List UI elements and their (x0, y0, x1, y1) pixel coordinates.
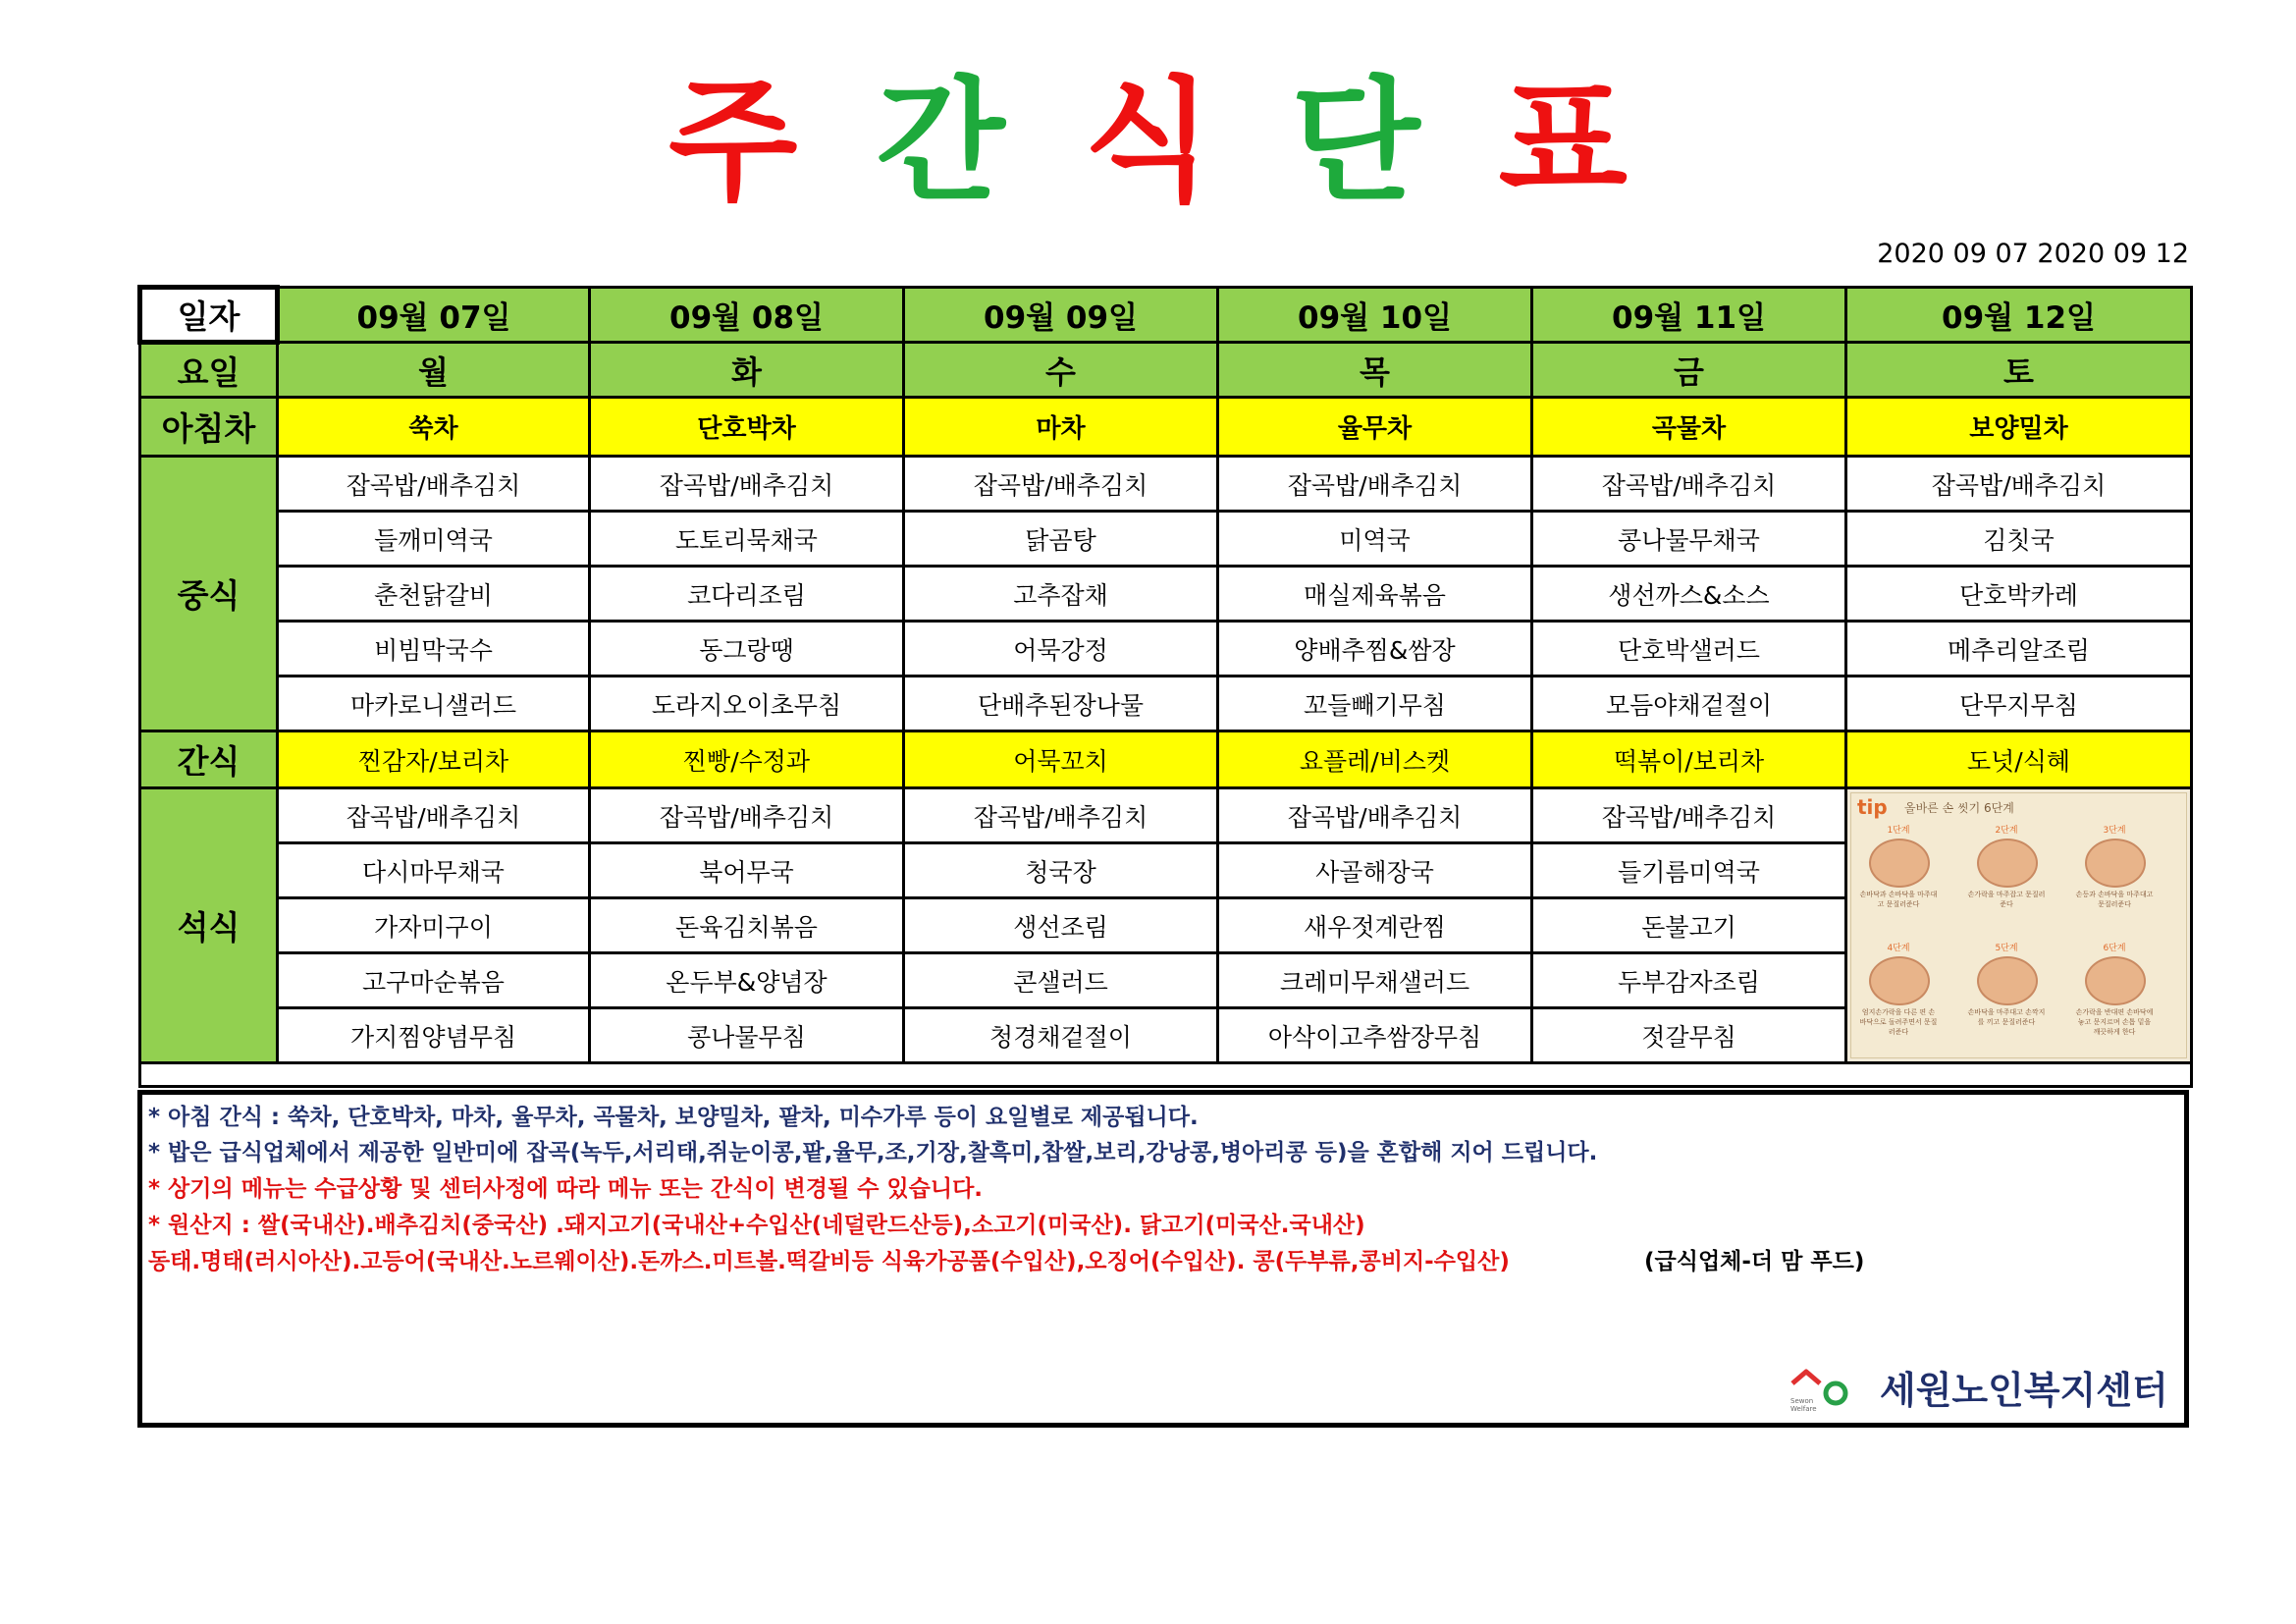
lunch-cell: 잡곡밥/배추김치 (278, 457, 590, 512)
dinner-cell: 잡곡밥/배추김치 (590, 788, 904, 843)
title-char: 주 (668, 65, 798, 220)
dinner-cell: 북어무국 (590, 843, 904, 898)
snack-cell: 어묵꼬치 (904, 731, 1218, 788)
lunch-cell: 코다리조림 (590, 567, 904, 622)
tip-step-caption: 손바닥과 손바닥을 마주대고 문질러준다 (1859, 891, 1938, 908)
dinner-cell: 고구마순볶음 (278, 953, 590, 1008)
morning-tea-cell: 마차 (904, 398, 1218, 457)
hand-icon (1977, 956, 2038, 1005)
note-line: * 아침 간식 : 쑥차, 단호박차, 마차, 율무차, 곡물차, 보양밀차, 팥차, 미수가루 등이 요일별로 제공됩니다. (148, 1105, 1199, 1130)
lunch-cell: 동그랑땡 (590, 622, 904, 677)
tip-step-caption: 손가락을 마주잡고 문질러준다 (1967, 891, 2046, 908)
lunch-cell: 도라지오이초무침 (590, 677, 904, 731)
day-cell: 화 (590, 343, 904, 398)
org-name: 세원노인복지센터 (1880, 1369, 2168, 1412)
lunch-cell: 잡곡밥/배추김치 (1532, 457, 1846, 512)
lunch-cell: 마카로니샐러드 (278, 677, 590, 731)
svg-text:Welfare: Welfare (1790, 1405, 1817, 1413)
tip-step-caption: 손바닥을 마주대고 손깍지를 끼고 문질러준다 (1967, 1008, 2046, 1026)
spacer-cell (140, 1063, 2192, 1087)
lunch-cell: 도토리묵채국 (590, 512, 904, 567)
lunch-cell: 어묵강정 (904, 622, 1218, 677)
dinner-cell: 콘샐러드 (904, 953, 1218, 1008)
lunch-cell: 콩나물무채국 (1532, 512, 1846, 567)
snack-cell: 요플레/비스켓 (1218, 731, 1532, 788)
dinner-cell: 잡곡밥/배추김치 (1218, 788, 1532, 843)
tip-step-label: 4단계 (1887, 944, 1910, 953)
date-row (140, 288, 2192, 343)
snack-cell: 찐감자/보리차 (278, 731, 590, 788)
snack-cell: 찐빵/수정과 (590, 731, 904, 788)
lunch-row (140, 457, 2192, 512)
note-line: * 밥은 급식업체에서 제공한 일반미에 잡곡(녹두,서리태,쥐눈이콩,팥,율무,조,기장,찰흑미,찹쌀,보리,강낭콩,병아리콩 등)을 혼합해 지어 드립니다. (148, 1140, 1598, 1165)
caterer-note: (급식업체-더 맘 푸드) (1644, 1249, 1865, 1274)
tip-subtitle: 올바른 손 씻기 6단계 (1904, 801, 2014, 815)
dinner-cell: 잡곡밥/배추김치 (1532, 788, 1846, 843)
lunch-row (140, 622, 2192, 677)
note-line: * 원산지 : 쌀(국내산).배추김치(중국산) .돼지고기(국내산+수입산(네덜란드산등),소고기(미국산). 닭고기(미국산.국내산) (148, 1213, 1365, 1238)
dinner-cell: 청국장 (904, 843, 1218, 898)
handwash-tip-cell (1846, 788, 2192, 1063)
lunch-cell: 꼬들빼기무침 (1218, 677, 1532, 731)
morning-tea-row (140, 398, 2192, 457)
org-logo (1787, 1360, 1855, 1419)
dinner-cell: 다시마무채국 (278, 843, 590, 898)
date-cell: 09월 12일 (1846, 288, 2192, 343)
tip-step-caption: 손가락을 반대편 손바닥에 놓고 문지르며 손톱 밑을 깨끗하게 한다 (2075, 1008, 2154, 1036)
morning-tea-cell: 곡물차 (1532, 398, 1846, 457)
hand-icon (2085, 956, 2146, 1005)
svg-text:Sewon: Sewon (1790, 1397, 1814, 1405)
note-line: * 상기의 메뉴는 수급상황 및 센터사정에 따라 메뉴 또는 간식이 변경될 수 있습니다. (148, 1176, 984, 1202)
morning-tea-cell: 보양밀차 (1846, 398, 2192, 457)
dinner-cell: 가지찜양념무침 (278, 1008, 590, 1063)
tip-step-caption: 손등과 손바닥을 마주대고 문질러준다 (2075, 891, 2154, 908)
row-label-day: 요일 (140, 343, 278, 398)
hand-icon (1977, 839, 2038, 888)
lunch-cell: 단호박카레 (1846, 567, 2192, 622)
lunch-cell: 단무지무침 (1846, 677, 2192, 731)
lunch-cell: 비빔막국수 (278, 622, 590, 677)
tip-step-label: 3단계 (2103, 826, 2126, 836)
tip-step-label: 5단계 (1995, 944, 2018, 953)
dinner-cell: 사골해장국 (1218, 843, 1532, 898)
lunch-cell: 춘천닭갈비 (278, 567, 590, 622)
weekly-menu-table (137, 285, 2193, 1088)
dinner-cell: 젓갈무침 (1532, 1008, 1846, 1063)
lunch-cell: 잡곡밥/배추김치 (1218, 457, 1532, 512)
lunch-cell: 단배추된장나물 (904, 677, 1218, 731)
morning-tea-cell: 율무차 (1218, 398, 1532, 457)
dinner-cell: 아삭이고추쌈장무침 (1218, 1008, 1532, 1063)
row-label-snack: 간식 (140, 731, 278, 788)
lunch-cell: 닭곰탕 (904, 512, 1218, 567)
day-cell: 수 (904, 343, 1218, 398)
lunch-row (140, 677, 2192, 731)
lunch-cell: 모듬야채겉절이 (1532, 677, 1846, 731)
lunch-cell: 잡곡밥/배추김치 (1846, 457, 2192, 512)
date-cell: 09월 08일 (590, 288, 904, 343)
date-cell: 09월 09일 (904, 288, 1218, 343)
day-cell: 토 (1846, 343, 2192, 398)
title-char: 단 (1291, 65, 1420, 220)
lunch-cell: 고추잡채 (904, 567, 1218, 622)
dinner-row (140, 788, 2192, 843)
dinner-cell: 새우젓계란찜 (1218, 898, 1532, 953)
row-label-date: 일자 (140, 288, 278, 343)
dinner-cell: 청경채겉절이 (904, 1008, 1218, 1063)
snack-cell: 도넛/식혜 (1846, 731, 2192, 788)
dinner-cell: 두부감자조림 (1532, 953, 1846, 1008)
lunch-cell: 김칫국 (1846, 512, 2192, 567)
lunch-cell: 양배추찜&쌈장 (1218, 622, 1532, 677)
dinner-cell: 잡곡밥/배추김치 (904, 788, 1218, 843)
handwash-tip-illustration (1850, 792, 2187, 1058)
dinner-cell: 크레미무채샐러드 (1218, 953, 1532, 1008)
day-cell: 목 (1218, 343, 1532, 398)
row-label-morning-tea: 아침차 (140, 398, 278, 457)
note-line: 동태.명태(러시아산).고등어(국내산.노르웨이산).돈까스.미트볼.떡갈비등 식육가공품(수입산),오징어(수입산). 콩(두부류,콩비지-수입산) (148, 1249, 1510, 1274)
day-cell: 월 (278, 343, 590, 398)
lunch-row (140, 512, 2192, 567)
hand-icon (1869, 956, 1930, 1005)
date-cell: 09월 10일 (1218, 288, 1532, 343)
day-row (140, 343, 2192, 398)
morning-tea-cell: 단호박차 (590, 398, 904, 457)
title-char: 식 (1083, 65, 1213, 220)
date-range: 2020 09 07 2020 09 12 (1877, 239, 2189, 269)
dinner-cell: 돈불고기 (1532, 898, 1846, 953)
lunch-row (140, 567, 2192, 622)
tip-step-caption: 엄지손가락을 다른 편 손바닥으로 돌려주면서 문질러준다 (1859, 1008, 1938, 1036)
page-title (0, 65, 2296, 220)
dinner-cell: 가자미구이 (278, 898, 590, 953)
dinner-cell: 돈육김치볶음 (590, 898, 904, 953)
lunch-cell: 메추리알조림 (1846, 622, 2192, 677)
lunch-cell: 잡곡밥/배추김치 (590, 457, 904, 512)
lunch-cell: 잡곡밥/배추김치 (904, 457, 1218, 512)
lunch-cell: 들깨미역국 (278, 512, 590, 567)
title-char: 표 (1498, 65, 1628, 220)
hand-icon (2085, 839, 2146, 888)
tip-step-label: 1단계 (1887, 826, 1910, 836)
dinner-cell: 잡곡밥/배추김치 (278, 788, 590, 843)
title-char: 간 (876, 65, 1005, 220)
lunch-cell: 단호박샐러드 (1532, 622, 1846, 677)
date-cell: 09월 11일 (1532, 288, 1846, 343)
dinner-cell: 생선조림 (904, 898, 1218, 953)
tip-heading: tip (1857, 795, 1888, 819)
snack-row (140, 731, 2192, 788)
day-cell: 금 (1532, 343, 1846, 398)
notes-box (137, 1090, 2189, 1428)
dinner-cell: 들기름미역국 (1532, 843, 1846, 898)
date-cell: 09월 07일 (278, 288, 590, 343)
tip-step-label: 6단계 (2103, 944, 2126, 953)
lunch-cell: 미역국 (1218, 512, 1532, 567)
tip-step-label: 2단계 (1995, 826, 2018, 836)
dinner-cell: 온두부&양념장 (590, 953, 904, 1008)
spacer-row (140, 1063, 2192, 1087)
snack-cell: 떡볶이/보리차 (1532, 731, 1846, 788)
morning-tea-cell: 쑥차 (278, 398, 590, 457)
lunch-cell: 생선까스&소스 (1532, 567, 1846, 622)
lunch-cell: 매실제육볶음 (1218, 567, 1532, 622)
row-label-lunch: 중식 (140, 457, 278, 731)
dinner-cell: 콩나물무침 (590, 1008, 904, 1063)
row-label-dinner: 석식 (140, 788, 278, 1063)
hand-icon (1869, 839, 1930, 888)
